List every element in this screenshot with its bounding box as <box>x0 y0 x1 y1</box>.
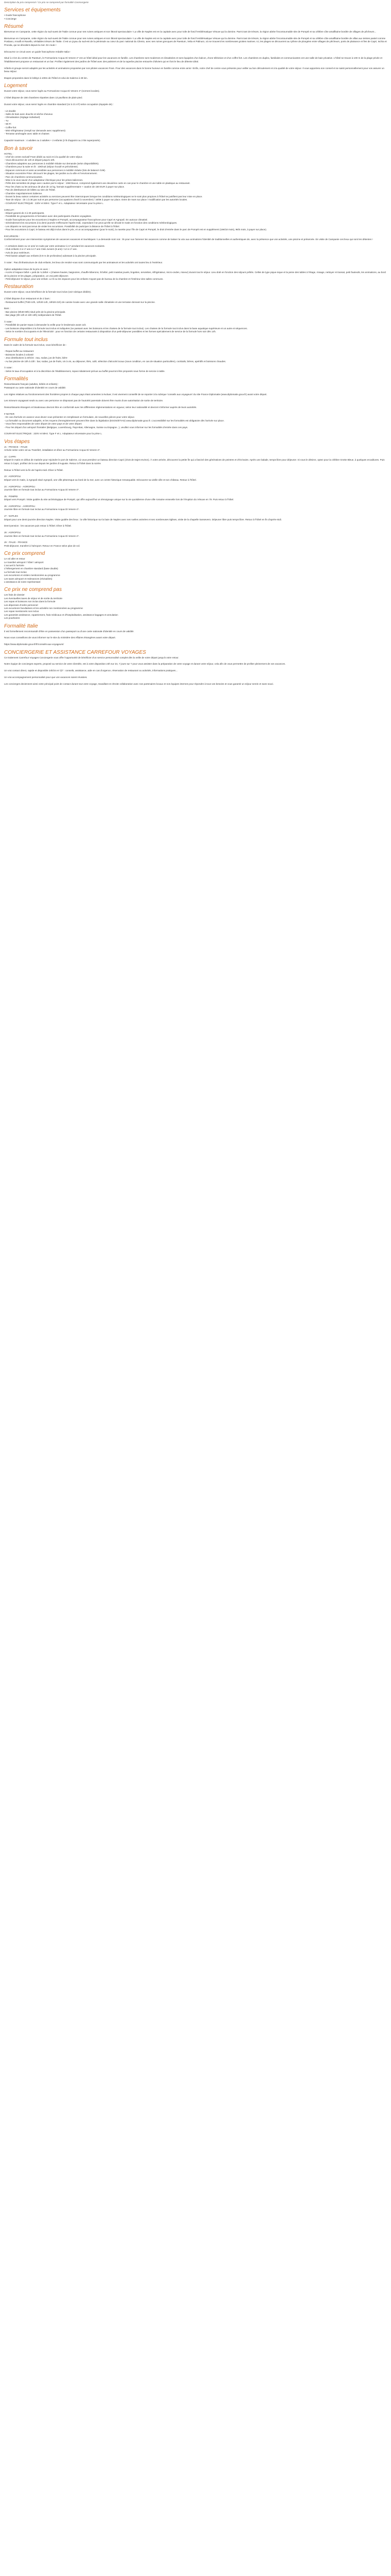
section-title: CONCIERGERIE ET ASSISTANCE CARREFOUR VOYAGES <box>4 649 146 655</box>
section-text-line: https://www.diplomatie.gouv.fr/fr/conseils-aux-voyageurs/ <box>4 643 64 646</box>
section-text-line: Hôtels et groupe seront adaptés par les activités et animations proposées par nos pilotes vacances Fram. Pour des vacances dans le bonne humeur en famille comme entre amis ! Enfin, notre chef de centre vous présente pour veiller au bon déroulement et à la qualité de votre séjour. Il vous apportera son conseil et se saisit personnellement pour vos assurer un beau séjour. <box>4 66 384 73</box>
section-text-line: - Chef de centre exclusif Fram dédié au suivi et à la qualité de votre séjour. <box>4 156 83 159</box>
section-text-line: Départ pour une demi-journée direction Naples. Visite guidée des lieux : la ville historique sur la baie de Naples avec ses ruelles animées et ses nombreuses églises, visite de la chapelle Sansevero. Déjeuner libre puis temps libre. Retour à l'hôtel en fin d'après-midi. <box>4 518 282 521</box>
section-text-line: Durant votre séjour, vous bénéficiez de la formule tout inclus (voir rubrique dédiée). <box>4 291 92 294</box>
section-text-line: - Les boissons disponibles à la formule tout inclus et indiquées (ne passant avec les boissons et les chaises de la formule tout inclus). Les chaises de la formule tout inclus dans la base aquatique supérieure et un autre et séquences. <box>4 327 248 330</box>
section-text-line: - Petit-déjeuner le séjour, pour une enfant. Le lit ou les espaces pour les enfants n'ayant pas de bureau de la chambre et l'intérieur des salles communs. <box>4 278 164 281</box>
section <box>4 623 387 647</box>
section-text-line: J8 : AGROPOLI <box>4 531 21 534</box>
section-text-line: Durant votre séjour, vous serez logés au Formazione Acqua Di Venere 4* (normes locales). <box>4 90 100 93</box>
section-text-line: - Selon le nombre d'occupants et de l'électricité : pour en fonction de certains restaurants à disposition d'un petit-déjeuner possibles et les formes spécialement de service de la formule hors soir dès 14h. <box>4 330 216 333</box>
section-text-line: Les repas et boissons non inclus dans la formule <box>4 600 56 603</box>
section-text-line: Situé à 4 km du centre de Paestum, le Formazione Acqua Di Venere 4* est un hôtel idéal pour les vacances en famille. Les chambres sont modernes et climatisées et sont équipées d'un balcon, d'une télévision et d'un coffre-fort. Les chambres en duplex, familiales et communicantes ont une salle de bain privative. L'hôtel se trouve à 100 m de la plage privée et l'établissement propose un restaurant et un bar. Profitez également des jardins de l'hôtel avec des palmiers et de la superbe piscine entourée d'oliviers qui en font le lieu de détente idéal. <box>4 57 382 63</box>
section-text-line: - Restaurant buffet (7h30-10h, 12h30-14h, 19h30-21h) de cuisine locale avec une grande salle climatisée et une terrasse donnant sur la piscine. <box>4 300 156 303</box>
section-text-line: Les taxes aéroport et redevances (révisables) <box>4 577 53 580</box>
section-text-line: - A certaines dates ou 12 ans/ en suite par votre animateur à 17 pendant les vacances scolaires. <box>4 245 105 247</box>
section-text-line: Option adaptative issue de la prix en avec : <box>4 267 50 270</box>
section-text-line: - Pour les départ d'un aéroport frontalier (Belgique, Luxembourg, Pays-Bas, Allemagne, Suisse ou Espagne...), veuillez vous informer sur les formalités d'entrée dans ces pays. <box>4 426 188 429</box>
section-text-line: COURANT ELECTRIQUE : 220V et 50Hz. Type F et L. Adaptateur nécessaire pour la prise L. <box>4 432 103 435</box>
section-text-line: Capacité maximum : 4 adultes ou 2 adultes + 2 enfants (2 lit d'appoint ou 2 lits superposés). <box>4 139 101 142</box>
section-text-line: Bars : <box>4 307 10 310</box>
section-text-line: J7 : NAPLES <box>4 515 18 518</box>
section-text-line: - Vous découvrirez de 14h et départ jusqu'à 10h. <box>4 159 55 162</box>
section-text-line: • Guide francophone <box>4 14 26 17</box>
section-text-line: L'hébergement en chambre standard (base double) <box>4 567 58 570</box>
section-text-line: J9 : ITALIE - FRANCE <box>4 541 28 544</box>
section <box>4 337 387 374</box>
section-text-line: - Boissons locales à volonté <box>4 353 34 356</box>
section-text-line: Nous vous conseillons de vous informer sur le site du ministère des Affaires étrangères avant votre départ. <box>4 636 116 639</box>
section-text-line: Journée libre en formule tout inclus au Formazione Acqua Di Venere 4*. <box>4 508 79 511</box>
section-text-line: - Bar piscine (9h30-00h) situé près de la piscine principale. <box>4 310 66 313</box>
section-text-line: Départ le matin en début de matinée pour rejoindre le port de Salerne, où vous prendrez un bateau direction Capri (1h15 de trajet environ). À votre arrivée, découvrez la petite île qui a fasciné des générations de peintres et d'écrivains. Après une balade, temps libre pour déjeuner. Si vous le désirez, optez pour la célèbre Grotte Bleue, à quelques encablures. Puis retour à Capri, profitez de la vue depuis les jardins d'Auguste. Retour à l'hôtel dans la soirée. <box>4 459 385 465</box>
section-text-line: - Repas buffet au restaurant <box>4 350 34 353</box>
section-title: Ce prix ne comprend pas <box>4 587 62 593</box>
section-text-line: - Parc de chambres communicantes. <box>4 175 43 178</box>
section-text-line: - Vous êtes responsables de votre départ de votre pays et de votre départ. <box>4 422 83 426</box>
section-text-line: L'hôtel dispose d'un restaurant et de 2 bars : <box>4 297 51 300</box>
section-text-line: Petit-déjeuner, transfert à l'aéroport. Retour en France selon plan de vol. <box>4 544 80 547</box>
section-text-line: Les excursions et visites mentionnées au programme <box>4 574 60 577</box>
section-text-line: L'accueil à l'arrivée <box>4 564 24 567</box>
section-text-line: J3 : AGROPOLI <box>4 475 21 478</box>
section-text-line: Il est formellement recommandé d'être en possession d'un passeport ou d'une carte nationale d'identité en cours de validité. <box>4 630 134 633</box>
section <box>4 7 387 21</box>
section <box>4 587 387 620</box>
section-text-line: - Selon le taux d'occupation et à la discrétion de l'établissement, repas initialement prévus au buffet pourront être proposés sous forme de service à table. <box>4 369 165 372</box>
section-text-line: Les repas mentionnés non inclus <box>4 610 39 613</box>
section-text-line: J1 : FRANCE - ITALIE <box>4 445 28 448</box>
section-title: Services et équipements <box>4 7 61 13</box>
section-text-line: Journée libre en formule tout inclus au Formazione Acqua Di Venere 4*. <box>4 534 79 537</box>
section-text-line: J5 : POMPEI <box>4 495 18 498</box>
section-text-line: Les règles relatives au fonctionnement des frontières propres à chaque pays étant amenées à évoluer, il est vivement conseillé de se reporter à la rubrique 'conseils aux voyageurs' du site France Diplomatie (www.diplomatie.gouv.fr) avant votre départ. <box>4 393 267 396</box>
section-text-line: J6 : AGROPOLI - AGROPOLI <box>4 504 36 507</box>
section-text-line: Bienvenue en Campanie, cette région du sud-ouest de l'Italie connue pour ses ruines antiques et son littoral spectaculaire ! La ville de Naples est en la capitale avec pour toile de fond l'emblématique Vésuve qui la domine. Parmi tant de trésors, la région abrite l'incontournable site de Pompéi et sa célèbre côte amalfitaine bordée de villas aux teintes pastel comme Positano, Amalfi et Ravello, véritables trésors de l'Italie. C'est un joyau du sud-est de la péninsule au cœur du parc national du Cilento, avec ses ruines grecques de Paestum, Velia et Palinuro, où se trouvent les nombreuses grottes marines. Ici, les plages se découvrent au rythme de plongées entre villages de pêcheurs, ports de plaisance et îles de Capri, Ischia et Procida, qui se dévoilent depuis la mer. En route ! <box>4 37 387 46</box>
section-text-line: Un vrai accompagnement personnalisé pour que vos vacances soient réussies. <box>4 676 88 679</box>
section-title: Vos étapes <box>4 438 30 445</box>
section-text-line: - Climatisation (réglage individuel) <box>4 116 40 119</box>
section-title: Restauration <box>4 284 34 290</box>
section-text-line: CIRCUIT : <box>4 208 15 211</box>
section-title: Formule tout inclus <box>4 336 48 343</box>
section <box>4 551 387 584</box>
section-text-line: - Coffre-fort <box>4 126 17 129</box>
section-text-line: - En cas d'arrivée en avance vous devez vous présenter en remplissant un formulaire, de nouvelles pièces pour votre séjour. <box>4 416 135 419</box>
section-text-line: - Généralement les excursions à la demi-journée s'effectuent l'après-midi, cependant il se peut qu'elle se décale le matin en fonction des conditions météorologiques. <box>4 222 177 225</box>
section-text-line: Les excursions facultatives et les activités non mentionnées au programme <box>4 607 83 610</box>
section <box>4 376 387 435</box>
section-text-line: Ressortissants français (adultes, bébés et enfants) : <box>4 383 59 386</box>
section-text-line: - Situation excentrée Prise: découvrir les plages, les jardins ou la ville et l'environnement. <box>4 172 97 175</box>
section-text-line: - La formalité ou document adaptés, et les moyens d'enregistrement peuvent être dans la législation (EGOS/ETIAS) www.diplomatie.gouv.fr. L'accessibilité sur les formalités est obligatoire dès l'arrivée sur place. <box>4 419 224 422</box>
section <box>4 83 387 142</box>
section-text-line: À noter : <box>4 320 13 324</box>
section-text-line: Le vol aller et retour <box>4 557 25 561</box>
section-text-line: - Salle de bain avec douche et sèche-cheveux <box>4 113 53 116</box>
section-text-line: Ce traitement Carrefour Voyages Conciergerie vous offre l'opportunité de bénéficier d'un service personnalisé complet dès la veille de votre départ jusqu'à votre retour. <box>4 656 179 659</box>
section-text-line: J4 : AGROPOLI - AGROPOLI <box>4 485 36 488</box>
section-text-line: À noter : <box>4 366 13 369</box>
section-text-line: Un vrai contact direct, rapide et disponible 24h/24 et 7j/7 : conseils, assistance, aide en cas d'urgence, réservation de restaurant ou activités, informations pratiques... <box>4 669 178 672</box>
section-text-line: Dans le cadre de la formule tout inclus, vous bénéficiez de : <box>4 343 67 346</box>
section-text-line: Notre équipe de concierges experts, proposé au service de votre clientèle, est à votre disposition 24h sur 24, 7 jours sur 7 pour vous assister dans la préparation de votre voyage et durant votre séjour, cela afin de vous permettre de profiter pleinement de vos vacances. <box>4 663 286 666</box>
section-text-line: Journée libre en formule tout inclus au Formazione Acqua Di Venere 4*. <box>4 488 79 491</box>
section-text-line: - Accès à l'espace bébé « petit de ¾ bébé » (chaises-hautes, baignoires, chauffe-biberons, lit bébé, petit matelas jouets, lingettes, serviettes, réfrigérateur, micro-ondes, mixeur) durant tout le séjour. Lieu doté en fonction des séjours prêtés. Celles de type pique-nique et la peine des tables à l'étage, mixage, nettoyer et transat, petit fauteuils, les animations, au bord de la piscine et les plages, préparation, un vrai petit-déjeuner. <box>4 271 386 277</box>
section-title: Formalités <box>4 376 28 382</box>
section-text-line: - Les départs ne sont pas tenus de visiter les excursions. Possibilité de participer à distance de l'hôtel à l'hôtel. <box>4 225 120 228</box>
section <box>4 24 387 80</box>
section <box>4 650 387 686</box>
section-text-line: - Pour les chats ou les animaux de plus de 12 kg, harnais supplémentaire + caution de 150 EUR à payer sur place. <box>4 185 125 188</box>
section-text-line: La formule tout inclus <box>4 570 27 573</box>
section-text-line: Ressortissants étrangers et binationaux devront être en conformité avec les différentes réglementations en vigueur, selon leur nationalité et devront s'informer auprès de leurs autorités. <box>4 406 197 409</box>
section-text-line: - Chambres pour la suite en lit : 10€/nuit (séjour écoulé et précédente). <box>4 165 78 168</box>
section <box>4 284 387 333</box>
intro-text: Description du prix compressé / Ce prix se comprend par formalité Connsergerie <box>4 1 89 4</box>
section-text-line: - Espaces communs et ainsi accessibles aux personnes à mobilité réduite (lots de balancé /10€). <box>4 168 106 172</box>
section-text-line: - Petit bassin adapté aux enfants (0.9 m de profondeur) adossant à la piscine principale. <box>4 255 97 258</box>
section-text-line: - Pas de distributeurs de billets au sein de l'hôtel. <box>4 189 56 192</box>
section-text-line: Découvrez ce circuit avec un guide francophone Ardaèle Italia ! <box>4 50 71 53</box>
section-text-line: # NOTER <box>4 412 14 415</box>
section-text-line: Etapes proposées dans le lobbys à 100m de l'hôtel et celui de Salerne à 30 km. <box>4 76 88 79</box>
section-text-line: - Chambres adaptées aux personnes à mobilité réduite sur demande (selon disponibilités). <box>4 162 100 165</box>
section-text-line: • Concierge <box>4 17 17 20</box>
section-text-line: - Terrasse aménagée avec table et chaises <box>4 132 50 135</box>
section-text-line: Passeport ou carte nationale d'identité en cours de validité. <box>4 386 67 389</box>
section-text-line: - Wi-Fi <box>4 123 11 126</box>
section-text-line: Durant votre séjour, vous serez logés en chambre standard (14 à 21 m²) selon occupation (équipée de) : <box>4 103 114 106</box>
section-text-line: Les concierges deviennent ainsi votre principal point de contact durant tout votre voyage, travaillant en étroite collaboration avec nos partenaires locaux et nos équipes internes pour répondre à tous vos besoins et vous garantir un séjour serein et sans souci. <box>4 682 274 685</box>
section-text-line: - Possibilité de groupements et formation avec des participants d'autres voyagistes. <box>4 215 92 218</box>
section-text-line: Retour à l'hôtel vers la fin de l'après-midi. Dîner à l'hôtel. <box>4 468 63 471</box>
section-text-line: - Mise à la vous savoir d'un adaptateur électrique pour les prises italiennes. <box>4 178 84 181</box>
section-text-line: - Guide francophone pour les excursions à Naples et Pompéi, accompagnateur francophone pour Capri et Agropoli. En autocar climatisé. <box>4 218 148 221</box>
section-title: Formalité Italie <box>4 623 38 629</box>
document-page <box>0 0 391 686</box>
section-text-line: - Mini-réfrigérateur (rempli sur demande avec supplément) <box>4 129 66 132</box>
section-text-line: - Départ garanti de 2 à 30 participants. <box>4 211 45 214</box>
section-title: Bon à savoir <box>4 145 33 151</box>
section-text-line: Les pourboires <box>4 617 20 620</box>
section-text-line: Le transfert aéroport / hôtel / aéroport <box>4 561 44 564</box>
section-title: Logement <box>4 83 27 89</box>
section-text-line: HOTEL : <box>4 152 13 155</box>
section-text-line: - Au bar piscine de 10h à 23h : bar, sodas, jus de fruits, vin à vin, au déjeuner, thés, café, sélection d'alcools locaux (sous condition, en cas de situation particulière), cocktails, bières, apéritifs et boissons chaudes. <box>4 360 226 363</box>
section-text-line: - Club enfants 3 à 17 ans à 17 ans Club Juniors (6 ans) / 12 à 17 ans. <box>4 248 77 251</box>
section-text-line: Les garanties assistance, rapatriement, frais médicaux et d'hospitalisation, assistance bagages et annulation <box>4 613 118 616</box>
section-text-line: Les mineurs voyageant seuls ou avec une personne ne disposant pas de l'autorité parentale doivent être munis d'une autorisation de sortie de territoire. <box>4 399 164 402</box>
section-text-line: - Lit double <box>4 109 16 112</box>
section-text-line: - Pour les excursions à Capri, le bateau est déjà inclus dans le prix, et un accompagnateur (pour le suivi), la navette pour l'île de Capri et Pompéi, le droit d'entrée dans le parc de Pompéi est en supplément (16€/18 mois), 9€/5 mois, à payer sur place). <box>4 228 267 231</box>
section-text-line: Les dépenses d'ordre personnel <box>4 603 38 606</box>
section-text-line: J2 : CAPRI <box>4 455 16 458</box>
section-text-line: - Jeux distributions à 24h/24 : eau, sodas, jus de fruits, bière <box>4 357 68 360</box>
section-text-line: Bienvenue en Campanie, cette région du sud-ouest de l'Italie connue pour ses ruines antiques et son littoral spectaculaire ! La ville de Naples est en la capitale avec pour toile de fond l'emblématique Vésuve qui la domine. Parmi tant de trésors, la région abrite l'incontournable site de Pompéi et sa célèbre côte amalfitaine bordée de villages de pêcheurs... <box>4 30 377 33</box>
section-text-line: Conformément pour une intervention symptomes de vacances vacances et touristiques ! La demande sont nos : ils pour vue l'amener les vacances comme de laisser la voix aux animations l'identité de traditionnelles et authentiques de, avec la présence que vos activités, une piscine et préservée. En visite de Campanie ces lieux qui sont les détentes ! <box>4 238 373 241</box>
section-text-line: Les éventuelles taxes de séjour et de sortie du territoire <box>4 597 62 600</box>
section-text-line: L'hôtel dispose de 166 chambres réparties dans 13 pavillons de plain-pied. <box>4 96 83 99</box>
section-text-line: - COURANT ELECTRIQUE : 220V et 50Hz. Type F et L. Adaptateur nécessaire pour la prise L. <box>4 201 104 205</box>
section-text-line: Demi-pension : les vacances puis retour à l'hôtel. Dîner à l'hôtel. <box>4 524 72 528</box>
section-text-line: Départ vers Pompéi. Visite guidée du site archéologique de Pompéi, qui offre aujourd'hui un témoignage unique sur la vie quotidienne d'une ville romaine ensevelie lors de l'éruption du Vésuve en 79. Puis retour à l'hôtel. <box>4 498 234 501</box>
section-title: Ce prix comprend <box>4 551 45 557</box>
section <box>4 439 387 548</box>
section-text-line: - Prêts des serviettes de plage avec caution par le séjour : 10€/chacun, comprend également une deuxième carte en cas pour le chambre et une table en plastique au restaurant. <box>4 182 190 185</box>
section-text-line: - Taxe de séjour : de 1 à 3€ par nuit et par personne (occupations d'avril à novembre) / 1€/6€ à payer sur place. Entre de mars sur place / modification par les autorités locales. <box>4 198 188 201</box>
section-text-line: Arrivée selon votre vol au Transfert, installation et dîner au Formazione Acqua Di Venere 4*. <box>4 449 101 452</box>
section-text-line: - Chambre majoritairement italienne. <box>4 192 43 195</box>
section-text-line: - Durant la beau saison certaines activités ou services peuvent être interrompues lorsque les conditions météorologiques ne le sont plus propices à l'hôtel se justifient pas leur mise en place. <box>4 195 203 198</box>
section-text-line: - Bar plage (9h-13h et 15h-19h) indépendant de l'hôtel. <box>4 314 62 317</box>
section-title: Résumé <box>4 24 24 30</box>
section-text-line: EXCURSION : <box>4 234 20 238</box>
section-text-line: - Possibilité de panier-repas à demander la veille pour le lendemain avant 11h. <box>4 324 87 327</box>
section-text-line: - Avis de jeux extérieurs. <box>4 251 30 254</box>
section-text-line: À noter : Pas d'infrastructure de club enfants, les lieux de rendez-vous sont communiqués par les animateurs et les activités ont toutes lieu à l'extérieur. <box>4 261 163 264</box>
section-text-line: L'assistance de notre représentant <box>4 581 41 583</box>
section <box>4 146 387 281</box>
section-text-line: Les frais de dossier <box>4 594 25 597</box>
section-text-line: Départ vers le matin, à Agropoli situé Agropoli, une ville pittoresque au bord de la mer, avec un centre historique remarquable. Découvrez sa vieille ville et son château. Retour à l'hôtel. <box>4 478 197 481</box>
section-text-line: - TV <box>4 119 9 122</box>
